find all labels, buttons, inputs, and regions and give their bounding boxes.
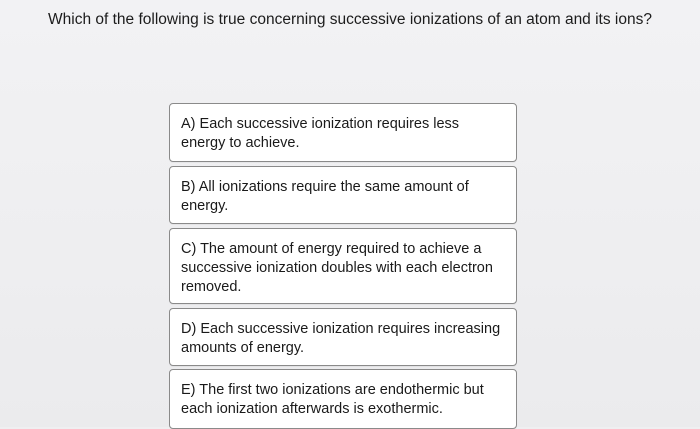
question-text: Which of the following is true concerning successive ionizations of an atom and its ions? <box>48 11 652 28</box>
answer-option-a[interactable]: A) Each successive ionization requires less energy to achieve. <box>169 103 517 162</box>
answer-option-e[interactable]: E) The first two ionizations are endothermic but each ionization afterwards is exothermic. <box>169 369 517 429</box>
answer-option-b[interactable]: B) All ionizations require the same amount of energy. <box>169 166 517 224</box>
answer-option-d[interactable]: D) Each successive ionization requires increasing amounts of energy. <box>169 308 517 366</box>
answer-option-c[interactable]: C) The amount of energy required to achieve a successive ionization doubles with each electron removed. <box>169 228 517 304</box>
